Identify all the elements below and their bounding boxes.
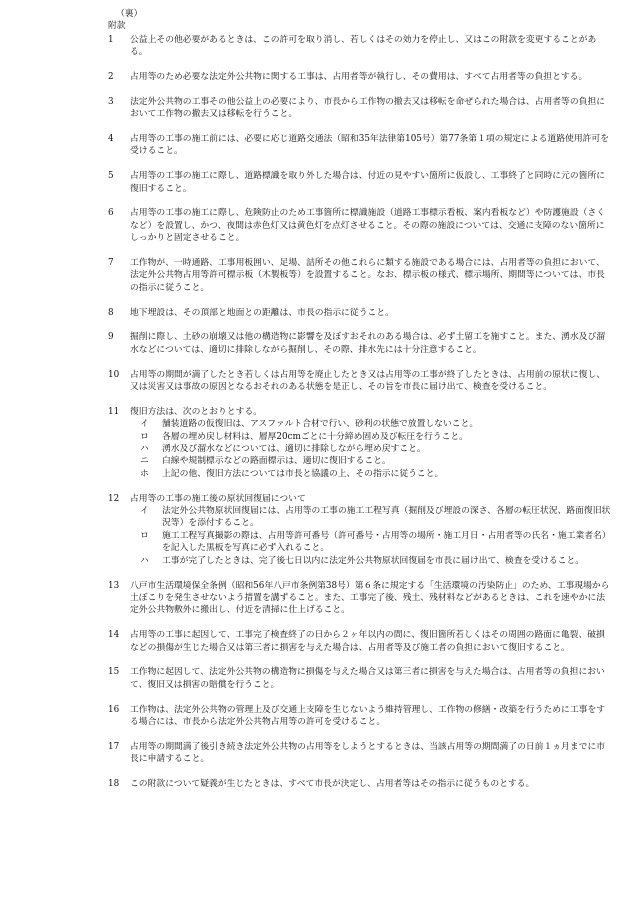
- clause-text: この附款について疑義が生じたときは、すべて市長が決定し、占用者等はその指示に従うものとする。: [130, 778, 535, 789]
- clause-number: 18: [108, 778, 120, 789]
- clause-text: 法定外公共物の工事その他公益上の必要により、市長から工作物の撤去又は移転を命ぜられた場合は、占用者等の負担において工作物の撤去又は移転を行うこと。: [130, 96, 606, 120]
- sub-item: [140, 530, 612, 555]
- clause-number: 16: [108, 704, 120, 715]
- sub-item-text: 法定外公共物原状回復届には、占用等の工事の施工工程写真（掘削及び埋設の深さ、各層の転圧状況、路面復旧状況等）を添付すること。: [162, 506, 611, 529]
- clause-17: [108, 741, 612, 766]
- sub-item-text: 白線や規制標示などの路面標示は、適切に復旧すること。: [162, 456, 391, 467]
- sub-item-text: 上記の他、復旧方法については市長と協議の上、その指示に従うこと。: [162, 468, 444, 479]
- clause-text: 掘削に際し、土砂の崩壊又は他の構造物に影響を及ぼすおそれのある場合は、必ず土留工を施すこと。また、湧水及び溜水などについては、適切に排除しながら掘削し、その際、排水先には十分注意すること。: [130, 332, 606, 355]
- clause-12-items: [108, 505, 612, 567]
- sub-item: [140, 418, 612, 430]
- sub-item-mark: イ: [140, 506, 149, 517]
- clause-number: 15: [108, 667, 120, 678]
- clause-number: 9: [108, 332, 114, 343]
- sub-item: [140, 455, 612, 467]
- sub-item-mark: ニ: [140, 456, 149, 467]
- clause-11-items: [108, 418, 612, 480]
- clause-16: [108, 704, 612, 729]
- clause-4: [108, 133, 612, 158]
- sub-item-mark: ロ: [140, 530, 149, 541]
- sub-item-text: 施工工程写真撮影の際は、占用等許可番号（許可番号・占用等の場所・施工月日・占用者等の氏名・施工業者名）を記入した黒板を写真に必ず入れること。: [162, 530, 611, 554]
- clause-text: 占用等の期間が満了したとき若しくは占用等を廃止したとき又は占用等の工事が終了したときは、占用前の原状に復し、又は災害又は事故の原因となるおそれのある状態を是正し、その旨を市長に届け出て、検査を受けること。: [130, 369, 606, 393]
- clause-14: [108, 629, 612, 654]
- clause-number: 7: [108, 258, 114, 269]
- clause-1: [108, 34, 612, 59]
- clause-5: [108, 170, 612, 195]
- clause-list-late: [108, 580, 612, 791]
- sub-item-text: 工事が完了したときは、完了後七日以内に法定外公共物原状回復届を市長に届け出て、検査を受けること。: [162, 555, 585, 566]
- clause-text: 占用等の工事の施工に際し、危険防止のため工事箇所に標識施設（道路工事標示看板、案内看板など）や防護施設（さくなど）を設置し、かつ、夜間は赤色灯又は黄色灯を点灯させること。その際の施設については、交通に支障のない箇所にしっかりと固定させること。: [130, 208, 606, 244]
- clause-2: [108, 71, 612, 83]
- clause-text: 地下埋設は、その頂部と地面との距離は、市長の指示に従うこと。: [130, 307, 394, 318]
- clause-12: [108, 493, 612, 567]
- clause-3: [108, 96, 612, 121]
- sub-item-mark: ハ: [140, 444, 149, 455]
- clause-text: 工作物が、一時通路、工事用板囲い、足場、詰所その他これらに類する施設である場合には、占用者等の負担において、法定外公共物占用等許可標示板（木製板等）を設置すること。なお、標示板の様式、標示場所、期間等については、市長の指示に従うこと。: [130, 258, 605, 293]
- clause-11: [108, 406, 612, 480]
- clause-number: 5: [108, 171, 114, 182]
- clause-number: 17: [108, 741, 120, 752]
- back-side-label: （裏）: [116, 9, 143, 19]
- clause-8: [108, 307, 612, 319]
- clause-text: 工作物に起因して、法定外公共物の構造物に損傷を与えた場合又は第三者に損害を与えた場合は、占用者等の負担において、復旧又は損害の賠償を行うこと。: [130, 667, 605, 690]
- clause-text: 占用等の工事に起因して、工事完了検査終了の日から２ヶ年以内の間に、復旧箇所若しくはその周囲の路面に亀裂、破損などの損傷が生じた場合又は第三者に損害を与えた場合は、占用者等及び施工者の負担において復旧すること。: [130, 630, 605, 653]
- sub-item-mark: ホ: [140, 468, 149, 479]
- clause-13: [108, 580, 612, 617]
- clause-text: 占用等の工事の施工後の原状回復届について: [130, 493, 306, 504]
- clause-number: 2: [108, 72, 114, 83]
- sub-item-mark: ロ: [140, 431, 149, 442]
- clause-number: 4: [108, 134, 114, 145]
- clause-number: 13: [108, 580, 120, 591]
- sub-item-text: 舗装道路の仮復旧は、アスファルト合材で行い、砂利の状態で放置しないこと。: [162, 419, 479, 430]
- clause-text: 復旧方法は、次のとおりとする。: [130, 406, 262, 417]
- clause-10: [108, 369, 612, 394]
- clause-number: 12: [108, 493, 120, 504]
- sub-item-text: 各層の埋め戻し材料は、層厚20cmごとに十分締め固め及び転圧を行うこと。: [162, 431, 468, 442]
- clause-text: 占用等の工事の施工に際し、道路標識を取り外した場合は、付近の見やすい箇所に仮設し、工事終了と同時に元の箇所に復旧すること。: [130, 171, 606, 194]
- sub-item: [140, 505, 612, 530]
- clause-number: 11: [108, 406, 120, 417]
- clause-text: 占用等の工事の施工前には、必要に応じ道路交通法（昭和35年法律第105号）第77条第１項の規定による道路使用許可を受けること。: [130, 134, 610, 157]
- clause-text: 占用等のため必要な法定外公共物に関する工事は、占用者等が執行し、その費用は、すべて占用者等の負担とする。: [130, 72, 588, 83]
- clause-text: 公益上その他必要があるときは、この許可を取り消し、若しくはその効力を停止し、又はこの附款を変更することがある。: [130, 34, 597, 58]
- sub-item: [140, 443, 612, 455]
- sub-item-text: 湧水及び溜水などについては、適切に排除しながら埋め戻すこと。: [162, 444, 426, 455]
- clause-text: 工作物は、法定外公共物の管理上及び交通上支障を生じないよう維持管理し、工作物の修繕・改築を行うために工事をする場合には、市長から法定外公共物占用等の許可を受けること。: [130, 704, 606, 727]
- clause-number: 10: [108, 369, 120, 380]
- clause-number: 3: [108, 96, 114, 107]
- page-title: 附款: [108, 21, 126, 32]
- clause-number: 6: [108, 208, 114, 219]
- clause-18: [108, 778, 612, 790]
- sub-item: [140, 431, 612, 443]
- clause-number: 1: [108, 34, 114, 45]
- clause-9: [108, 331, 612, 356]
- sub-item: [140, 468, 612, 480]
- clause-list-early: [108, 34, 612, 394]
- sub-item-mark: イ: [140, 419, 149, 430]
- clause-15: [108, 666, 612, 691]
- sub-item-mark: ハ: [140, 555, 149, 566]
- clause-text: 八戸市生活環境保全条例（昭和56年八戸市条例第38号）第６条に規定する「生活環境の汚染防止」のため、工事現場から土ぼこりを発生させないよう措置を講ずること。また、工事完了後、残土、残材料などがあるときは、これを速やかに法定外公共物敷外に搬出し、付近を清掃に仕上げること。: [130, 580, 610, 616]
- clause-number: 8: [108, 307, 114, 318]
- clause-text: 占用等の期間満了後引き続き法定外公共物の占用等をしようとするときは、当該占用等の期間満了の日前１ヵ月までに市長に申請すること。: [130, 741, 606, 765]
- clause-7: [108, 257, 612, 294]
- clause-6: [108, 207, 612, 244]
- sub-item: [140, 555, 612, 567]
- clause-number: 14: [108, 630, 120, 641]
